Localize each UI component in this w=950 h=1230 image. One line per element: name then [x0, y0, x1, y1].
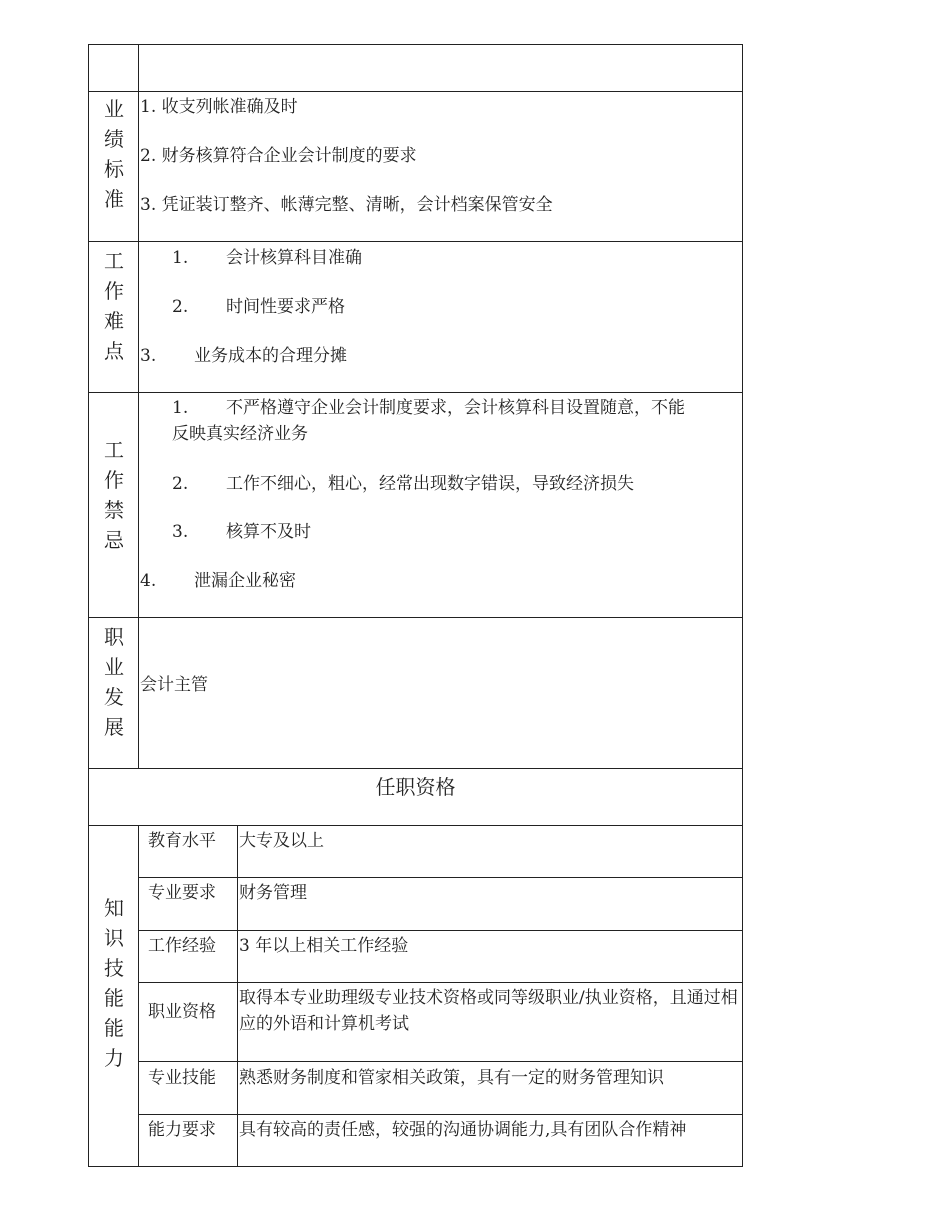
qual-key: 职业资格 — [148, 1002, 216, 1022]
taboo-item-cont: 反映真实经济业务 — [172, 424, 308, 444]
qual-key: 能力要求 — [148, 1120, 216, 1140]
row-divider — [138, 877, 743, 878]
row-divider — [88, 241, 743, 242]
label-char: 点 — [104, 339, 124, 363]
label-char: 知 — [104, 896, 124, 920]
label-char: 能 — [104, 986, 124, 1010]
row-divider — [138, 1114, 743, 1115]
label-char: 展 — [104, 715, 124, 739]
row-divider — [138, 930, 743, 931]
taboo-item: 1. 不严格遵守企业会计制度要求，会计核算科目设置随意，不能 — [172, 398, 686, 418]
row-divider — [88, 617, 743, 618]
difficulty-label — [89, 246, 139, 366]
knowledge-label — [89, 893, 139, 1073]
difficulty-item: 3. 业务成本的合理分摊 — [140, 346, 348, 366]
qual-value: 财务管理 — [239, 883, 307, 903]
qual-value: 3 年以上相关工作经验 — [239, 936, 409, 956]
label-char: 业 — [104, 97, 124, 121]
row-divider — [88, 825, 743, 826]
career-label — [89, 622, 139, 742]
performance-item: 1. 收支列帐准确及时 — [140, 97, 298, 117]
qual-value: 大专及以上 — [239, 831, 324, 851]
label-char: 准 — [104, 187, 124, 211]
qual-key: 教育水平 — [148, 831, 216, 851]
qual-value: 具有较高的责任感，较强的沟通协调能力,具有团队合作精神 — [239, 1120, 687, 1140]
performance-label — [89, 94, 139, 214]
row-divider — [138, 1061, 743, 1062]
qual-key: 工作经验 — [148, 936, 216, 956]
row-divider — [138, 982, 743, 983]
label-char: 工 — [104, 249, 124, 273]
label-char: 业 — [104, 655, 124, 679]
label-char: 标 — [104, 157, 124, 181]
label-char: 发 — [104, 685, 124, 709]
label-char: 识 — [104, 926, 124, 950]
performance-item: 2. 财务核算符合企业会计制度的要求 — [140, 146, 417, 166]
performance-item: 3. 凭证装订整齐、帐薄完整、清晰，会计档案保管安全 — [140, 195, 553, 215]
row-divider — [88, 392, 743, 393]
label-char: 职 — [104, 625, 124, 649]
taboo-label — [89, 435, 139, 555]
career-text: 会计主管 — [140, 675, 208, 695]
label-char: 绩 — [104, 127, 124, 151]
taboo-item: 2. 工作不细心，粗心，经常出现数字错误，导致经济损失 — [172, 474, 635, 494]
label-char: 技 — [104, 956, 124, 980]
difficulty-item: 1. 会计核算科目准确 — [172, 248, 363, 268]
qual-key: 专业要求 — [148, 883, 216, 903]
label-char: 工 — [104, 438, 124, 462]
label-char: 忌 — [104, 528, 124, 552]
label-char: 能 — [104, 1016, 124, 1040]
row-divider — [88, 91, 743, 92]
label-char: 作 — [104, 279, 124, 303]
qual-value: 取得本专业助理级专业技术资格或同等级职业/执业资格，且通过相应的外语和计算机考试 — [239, 988, 738, 1034]
qual-value: 熟悉财务制度和管家相关政策，具有一定的财务管理知识 — [239, 1068, 664, 1088]
qual-key: 专业技能 — [148, 1068, 216, 1088]
label-char: 力 — [104, 1046, 124, 1070]
difficulty-item: 2. 时间性要求严格 — [172, 297, 346, 317]
taboo-item: 4. 泄漏企业秘密 — [140, 571, 297, 591]
taboo-item: 3. 核算不及时 — [172, 522, 312, 542]
qualification-title: 任职资格 — [375, 775, 456, 799]
label-char: 难 — [104, 309, 124, 333]
row-divider — [88, 768, 743, 769]
label-char: 禁 — [104, 498, 124, 522]
label-char: 作 — [104, 468, 124, 492]
